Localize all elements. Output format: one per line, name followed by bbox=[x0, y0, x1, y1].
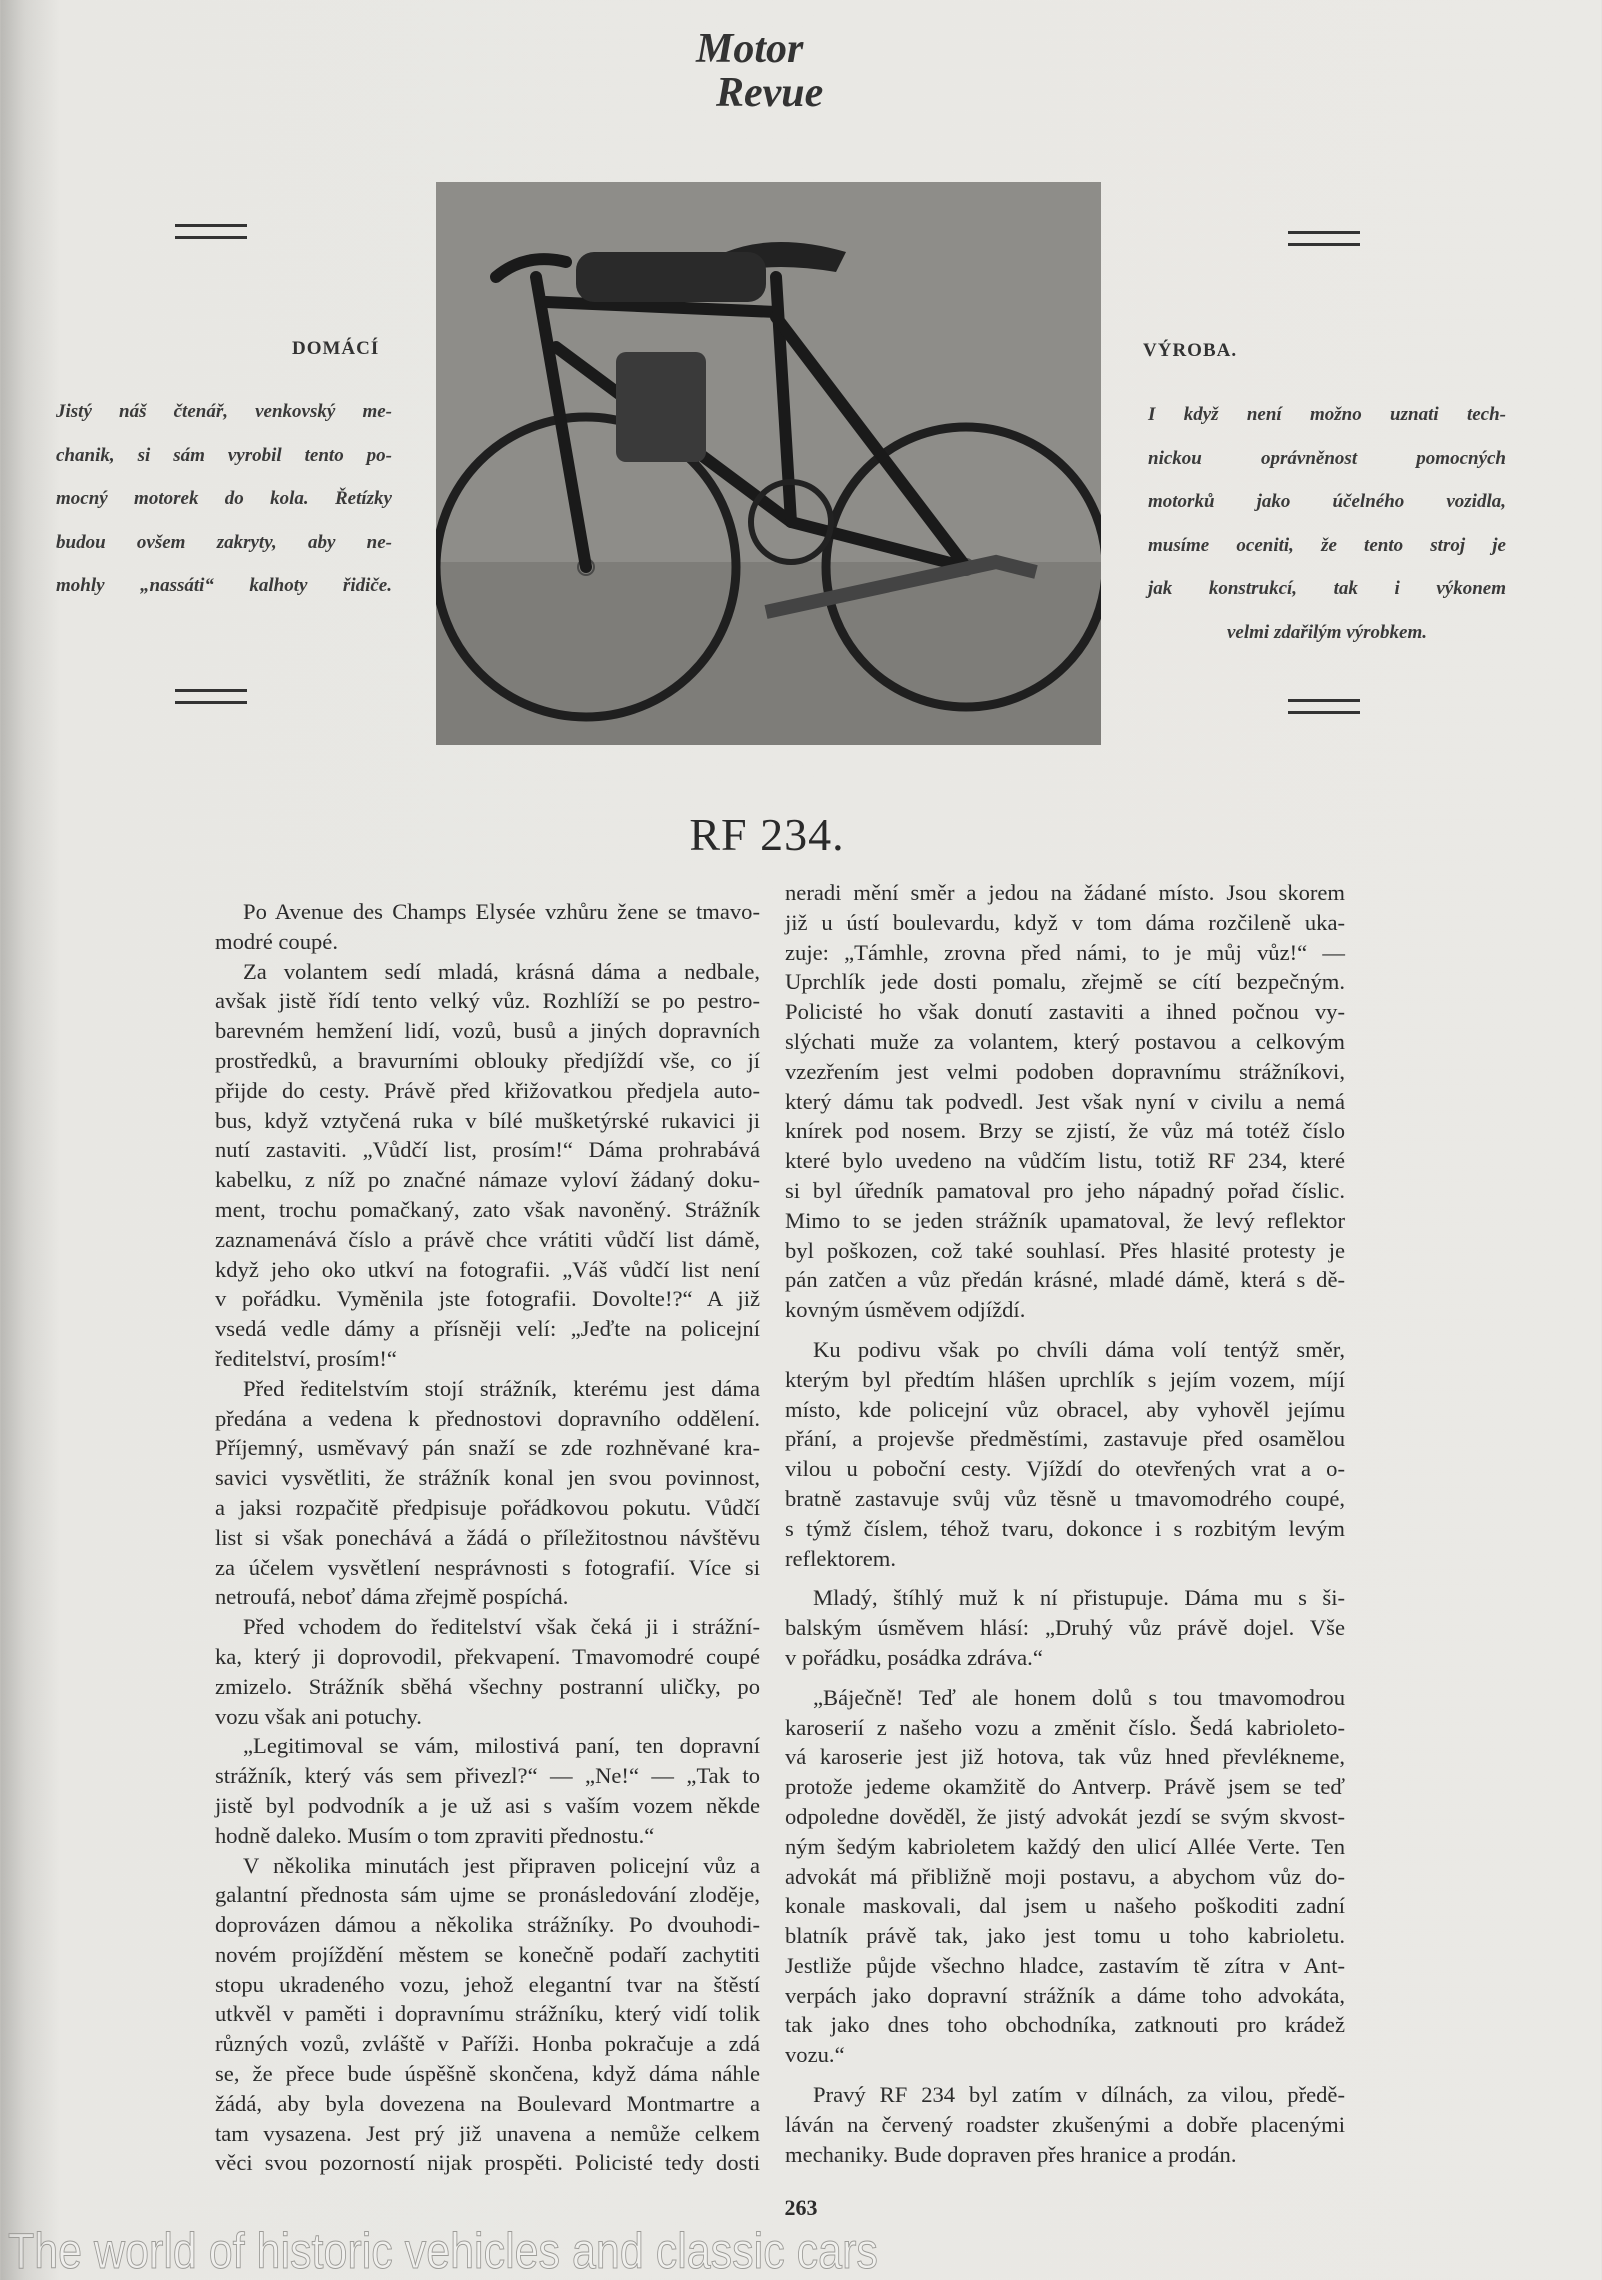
ornament-double-rule bbox=[175, 224, 247, 239]
svg-text:Motor: Motor bbox=[696, 26, 804, 72]
text-line: místo, kde policejní vůz obracel, aby vyhověl jejímu bbox=[785, 1396, 1345, 1422]
paragraph bbox=[215, 1374, 760, 1612]
text-line: předána a vedena k přednostovi dopravního oddělení. bbox=[215, 1405, 760, 1431]
caption-line: musíme oceniti, že tento stroj je bbox=[1148, 534, 1506, 556]
text-line: si byl úředník pamatoval pro jeho nápadný pořad číslic. bbox=[785, 1177, 1345, 1203]
text-line: galantní přednosta sám ujme se pronásledování zloděje, bbox=[215, 1882, 760, 1908]
text-line: zmizelo. Strážník sběhá všechny postranní uličky, po bbox=[215, 1673, 760, 1699]
ornament-double-rule bbox=[175, 689, 247, 704]
motor-revue-logo bbox=[688, 18, 858, 118]
text-line: Policisté ho však donutí zastaviti a ihned počnou vy- bbox=[785, 999, 1345, 1025]
text-line: tak jako dnes toho obchodníka, zatknouti pro krádež bbox=[785, 2012, 1345, 2038]
text-line: vsedá vedle dámy a přísněji velí: „Jeďte na policejní bbox=[215, 1316, 760, 1342]
text-line: přání, a projevše předměstími, zastavuje před osamělou bbox=[785, 1426, 1345, 1452]
caption-line: mohly „nassáti“ kalhoty řidiče. bbox=[56, 575, 392, 596]
article-column-left bbox=[215, 897, 760, 2178]
text-line: balským úsměvem hlásí: „Druhý vůz právě dojel. Vše bbox=[785, 1615, 1345, 1641]
text-line: za účelem vysvětlení nesprávnosti s fotografií. Více si bbox=[215, 1554, 760, 1580]
text-line: jistě byl podvodník a je už asi s vaším vozem někde bbox=[215, 1792, 760, 1818]
caption-line: Jistý náš čtenář, venkovský me- bbox=[56, 401, 392, 422]
text-line: avšak jistě řídí tento velký vůz. Rozhlíží se po pestro- bbox=[215, 988, 760, 1014]
paragraph bbox=[215, 957, 760, 1374]
sidebar-right-caption bbox=[1148, 393, 1506, 654]
bicycle-illustration bbox=[436, 182, 1101, 745]
text-line: vá karoserie jest již hotova, tak vůz hned převlékneme, bbox=[785, 1744, 1345, 1770]
text-line: láván na červený roadster zkušenými a dobře placenými bbox=[785, 2111, 1345, 2137]
text-line: barevném hemžení lidí, vozů, busů a jiných dopravních bbox=[215, 1018, 760, 1044]
text-line: v pořádku, posádka zdráva.“ bbox=[785, 1644, 1043, 1670]
text-line: reflektorem. bbox=[785, 1545, 897, 1571]
text-line: knírek pod nosem. Brzy se zjistí, že vůz má totéž číslo bbox=[785, 1118, 1345, 1144]
text-line: pán zatčen a vůz předán krásné, mladé dámě, která s dě- bbox=[785, 1267, 1345, 1293]
bicycle-photo bbox=[436, 182, 1101, 745]
ornament-double-rule bbox=[1288, 699, 1360, 714]
text-line: Před vchodem do ředitelství však čeká ji i strážní- bbox=[243, 1614, 760, 1640]
text-line: Před ředitelstvím stojí strážník, kterému jest dáma bbox=[243, 1375, 760, 1401]
text-line: hodně daleko. Musím o tom zpraviti přednostu.“ bbox=[215, 1822, 655, 1848]
text-line: prostředků, a bravurními oblouky předjíždí vše, co jí bbox=[215, 1047, 760, 1073]
text-line: slýchati muže za volantem, který postavou a celkovým bbox=[785, 1028, 1345, 1054]
text-line: Mladý, štíhlý muž k ní přistupuje. Dáma mu s ši- bbox=[813, 1585, 1345, 1611]
text-line: odpoledne dověděl, že jistý advokát jezdí se svým skvost- bbox=[785, 1803, 1345, 1829]
ornament-double-rule bbox=[1288, 231, 1360, 246]
text-line: Příjemný, usměvavý pán snaží se zde rozhněvané kra- bbox=[215, 1435, 760, 1461]
text-line: novém projíždění městem se konečně podaří zachytiti bbox=[215, 1941, 760, 1967]
paragraph bbox=[785, 1683, 1345, 2070]
text-line: Jestliže půjde všechno hladce, zastavím tě zítra v Ant- bbox=[785, 1952, 1345, 1978]
paragraph bbox=[215, 897, 760, 957]
text-line: přijde do cesty. Právě před křižovatkou předjela auto- bbox=[215, 1077, 760, 1103]
caption-line: motorků jako účelného vozidla, bbox=[1148, 491, 1506, 512]
text-line: tam vysazena. Jest prý již unavena a nemůže celkem bbox=[215, 2120, 760, 2146]
text-line: zaznamenává číslo a právě chce vrátiti vůdčí list dámě, bbox=[215, 1226, 760, 1252]
watermark-tagline: The world of historic vehicles and classic cars bbox=[8, 2223, 878, 2279]
text-line: stopu ukradeného vozu, jehož elegantní tvar na štěstí bbox=[215, 1971, 760, 1997]
text-line: savici vysvětliti, že strážník konal jen svou povinnost, bbox=[215, 1465, 760, 1491]
caption-line: velmi zdařilým výrobkem. bbox=[1227, 621, 1427, 643]
text-line: věci svou pozorností nijak prospěti. Policisté tedy dosti bbox=[215, 2150, 760, 2176]
text-line: nutí zastaviti. „Vůdčí list, prosím!“ Dáma prohrabává bbox=[215, 1137, 760, 1163]
sidebar-right-heading: VÝROBA. bbox=[1143, 340, 1238, 361]
text-line: blatník právě tak, jako jest tomu u toho kabrioletu. bbox=[785, 1923, 1345, 1949]
text-line: mechaniky. Bude dopraven přes hranice a prodán. bbox=[785, 2141, 1237, 2167]
caption-line: I když není možno uznati tech- bbox=[1148, 404, 1506, 425]
article-column-right bbox=[785, 878, 1345, 2169]
caption-line: mocný motorek do kola. Řetízky bbox=[56, 488, 392, 509]
paragraph bbox=[785, 2080, 1345, 2169]
text-line: utkvěl v paměti i dopravnímu strážníku, který vidí tolik bbox=[215, 2001, 760, 2027]
text-line: který dámu tak podvedl. Jest však nyní v civilu a nemá bbox=[785, 1088, 1345, 1114]
svg-text:Revue: Revue bbox=[716, 70, 824, 116]
text-line: kterým byl předtím hlášen uprchlík s jejím vozem, míjí bbox=[785, 1366, 1345, 1392]
text-line: Uprchlík jede dosti pomalu, zřejmě se cítí bezpečným. bbox=[785, 969, 1345, 995]
text-line: „Legitimoval se vám, milostivá paní, ten dopravní bbox=[243, 1733, 760, 1759]
text-line: Mimo to se jeden strážník upamatoval, že levý reflektor bbox=[785, 1207, 1345, 1233]
text-line: Za volantem sedí mladá, krásná dáma a nedbale, bbox=[243, 958, 760, 984]
text-line: Ku podivu však po chvíli dáma volí tentýž směr, bbox=[813, 1336, 1345, 1362]
text-line: protože jedeme okamžitě do Antverp. Právě jsem se teď bbox=[785, 1774, 1345, 1800]
text-line: žádá, aby byla dovezena na Boulevard Montmartre a bbox=[215, 2090, 760, 2116]
text-line: se, že přece bude úspěšně skončena, když dáma náhle bbox=[215, 2061, 760, 2087]
text-line: bratně zastavuje svůj vůz těsně u tmavomodrého coupé, bbox=[785, 1485, 1345, 1511]
text-line: s týmž číslem, téhož tvaru, dokonce i s rozbitým levým bbox=[785, 1515, 1345, 1541]
text-line: advokát má přibližně moji postavu, a abychom vůz do- bbox=[785, 1863, 1345, 1889]
paragraph bbox=[785, 878, 1345, 1325]
text-line: a jaksi rozpačitě předpisuje pořádkovou pokutu. Vůdčí bbox=[215, 1494, 760, 1520]
caption-line: chanik, si sám vyrobil tento po- bbox=[56, 444, 392, 466]
paragraph bbox=[785, 1335, 1345, 1573]
text-line: byl poškozen, což také souhlasí. Přes hlasité protesty je bbox=[785, 1237, 1345, 1263]
text-line: vzezřením jest velmi podoben dopravnímu strážníkovi, bbox=[785, 1058, 1345, 1084]
text-line: karoserií z našeho vozu a změnit číslo. Šedá kabrioleto- bbox=[785, 1714, 1345, 1740]
caption-line: budou ovšem zakryty, aby ne- bbox=[56, 531, 392, 553]
text-line: vozu však ani potuchy. bbox=[215, 1703, 422, 1729]
text-line: „Báječně! Teď ale honem dolů s tou tmavomodrou bbox=[813, 1684, 1345, 1710]
article-title: RF 234. bbox=[689, 809, 845, 860]
text-line: Pravý RF 234 byl zatím v dílnách, za vilou, předě- bbox=[813, 2082, 1345, 2108]
text-line: konale maskovali, dal jsem u našeho poškoditi zadní bbox=[785, 1893, 1345, 1919]
text-line: již u ústí boulevardu, když v tom dáma rozčileně uka- bbox=[785, 909, 1345, 935]
paragraph bbox=[785, 1583, 1345, 1672]
text-line: v pořádku. Vyměnila jste fotografii. Dovolte!?“ A již bbox=[215, 1286, 760, 1312]
text-line: Po Avenue des Champs Elysée vzhůru žene se tmavo- bbox=[243, 899, 760, 924]
text-line: vozu.“ bbox=[785, 2042, 845, 2068]
text-line: list si však ponechává a žádá o příležitostnou návštěvu bbox=[215, 1524, 760, 1550]
caption-line: jak konstrukcí, tak i výkonem bbox=[1148, 578, 1506, 599]
sidebar-left-caption bbox=[56, 390, 392, 608]
caption-line: nickou oprávněnost pomocných bbox=[1148, 447, 1506, 469]
text-line: verpách jako dopravní strážník a dáme toho advokáta, bbox=[785, 1982, 1345, 2008]
paragraph bbox=[215, 1731, 760, 1850]
text-line: ředitelství, prosím!“ bbox=[215, 1345, 397, 1371]
text-line: modré coupé. bbox=[215, 928, 338, 954]
text-line: strážník, který vás sem přivezl?“ — „Ne!“ — „Tak to bbox=[215, 1763, 760, 1789]
text-line: ka, který ji doprovodil, překvapení. Tmavomodré coupé bbox=[215, 1643, 760, 1669]
text-line: vilou u poboční cesty. Vjíždí do otevřených vrat a o- bbox=[785, 1456, 1345, 1482]
text-line: V několika minutách jest připraven policejní vůz a bbox=[243, 1852, 760, 1878]
text-line: kovným úsměvem odjíždí. bbox=[785, 1297, 1026, 1323]
text-line: kabelku, z níž po značné námaze vyloví žádaný doku- bbox=[215, 1167, 760, 1193]
text-line: zuje: „Támhle, zrovna před námi, to je můj vůz!“ — bbox=[785, 939, 1345, 965]
text-line: bus, když vztyčená ruka v bílé mušketýrské rukavici ji bbox=[215, 1107, 760, 1133]
text-line: různých vozů, zvláště v Paříži. Honba pokračuje a zdá bbox=[215, 2031, 760, 2057]
text-line: netroufá, neboť dáma zřejmě pospíchá. bbox=[215, 1584, 569, 1610]
paragraph bbox=[215, 1612, 760, 1731]
text-line: ment, trochu pomačkaný, zato však navoněný. Strážník bbox=[215, 1196, 760, 1222]
text-line: doprovázen dámou a několika strážníky. Po dvouhodi- bbox=[215, 1912, 760, 1938]
sidebar-left-heading: DOMÁCÍ bbox=[292, 338, 380, 359]
paragraph bbox=[215, 1851, 760, 2179]
text-line: když jeho oko utkví na fotografii. „Váš vůdčí list není bbox=[215, 1256, 760, 1282]
text-line: neradi mění směr a jedou na žádané místo. Jsou skorem bbox=[785, 880, 1345, 905]
text-line: ným šedým kabrioletem každý den ulicí Allée Verte. Ten bbox=[785, 1833, 1345, 1859]
page-number: 263 bbox=[784, 2195, 818, 2220]
text-line: které bylo uvedeno na vůdčím listu, totiž RF 234, které bbox=[785, 1148, 1345, 1174]
